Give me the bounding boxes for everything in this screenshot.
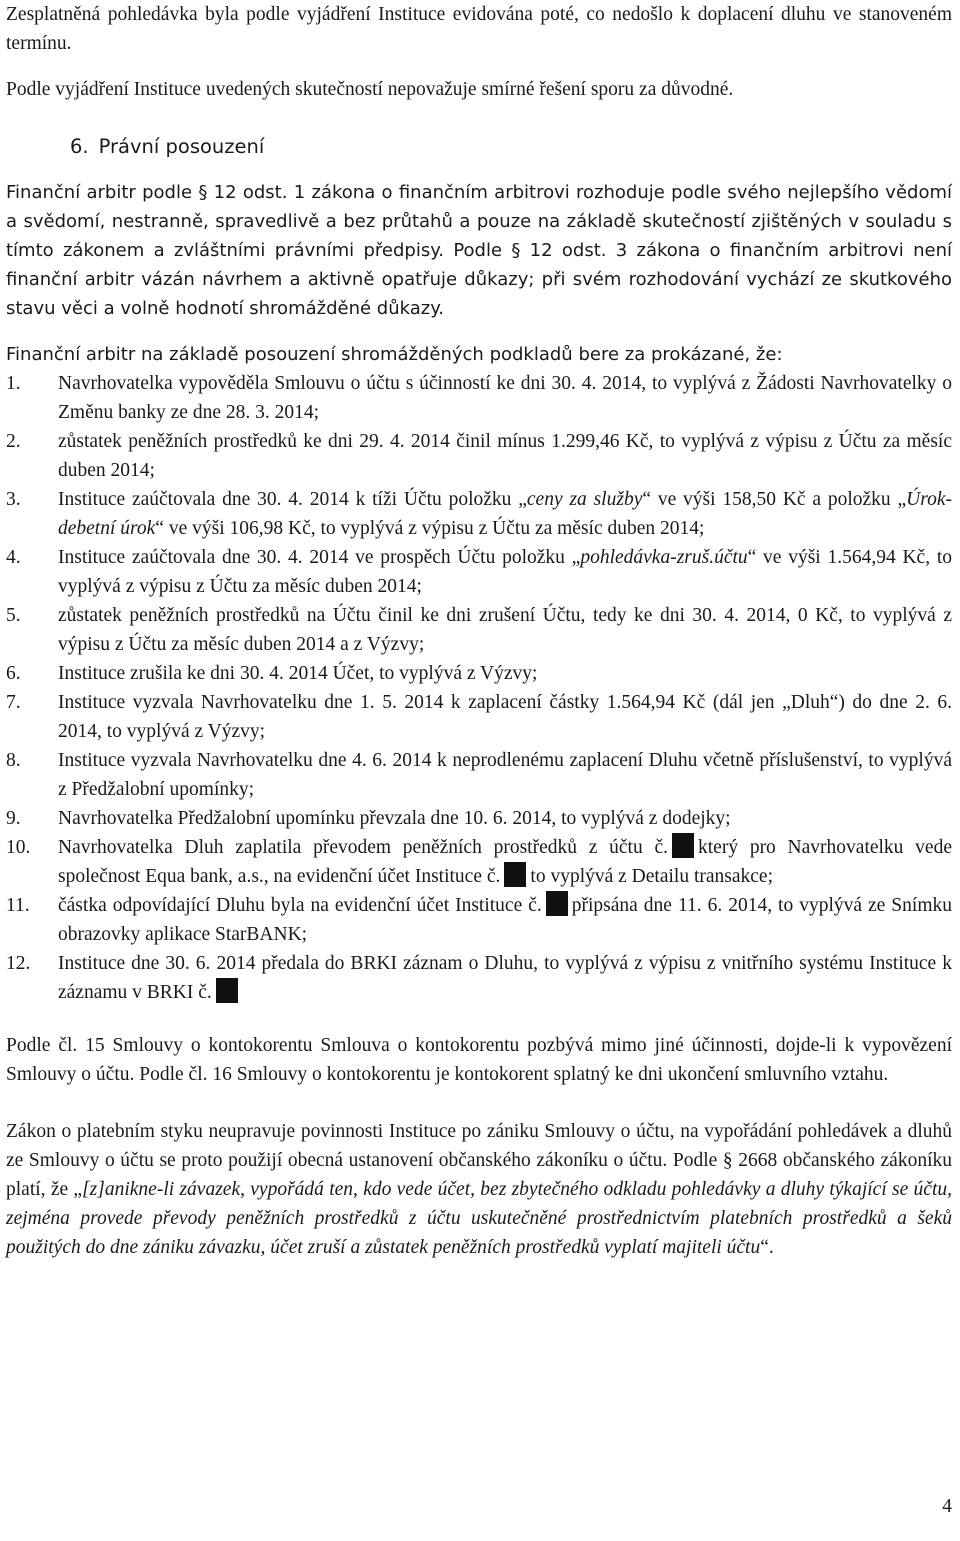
list-item [6,891,952,949]
list-item [6,833,952,891]
list-item-number: 4. [6,547,21,568]
text-segment: Instituce zaúčtovala dne 30. 4. 2014 k tíži Účtu položku „ [58,489,527,510]
list-item-number: 3. [6,489,21,510]
list-item-text [58,543,952,601]
section-title: Právní posouzení [98,135,265,158]
section-number: 6. [70,135,89,158]
list-item-number: 11. [6,895,30,916]
redaction-block [546,891,568,916]
list-item-number: 9. [6,808,21,829]
list-item-number: 7. [6,692,21,713]
list-item-number: 8. [6,750,21,771]
list-item-text: Navrhovatelka vypověděla Smlouvu o účtu s účinností ke dni 30. 4. 2014, to vyplývá z Žádosti Navrhovatelky o Změnu banky ze dne 28. 3. 2014; [58,373,952,423]
list-item-text: zůstatek peněžních prostředků na Účtu činil ke dni zrušení Účtu, tedy ke dni 30. 4. 2014, 0 Kč, to vyplývá z výpisu z Účtu za měsíc duben 2014 a z Výzvy; [58,605,952,655]
list-item-text [58,949,952,1007]
list-item-number: 5. [6,605,21,626]
list-item-text: Navrhovatelka Předžalobní upomínku převzala dne 10. 6. 2014, to vyplývá z dodejky; [58,808,731,829]
text-segment: který pro Navrhovatelku vede společnost Equa bank, a.s., na evidenční účet Instituce č. [58,837,952,887]
list-item-text [58,833,952,891]
text-segment: Zákon o platebním styku neupravuje povinnosti Instituce po zániku Smlouvy o účtu, na vypořádání pohledávek a dluhů ze Smlouvy o účtu se proto použijí obecná ustanovení občanského zákoníku o účtu. Podle § 2668 občanského zákoníku platí, že „ [6,1121,952,1200]
text-segment: Instituce dne 30. 6. 2014 předala do BRKI záznam o Dluhu, to vyplývá z výpisu z vnitřního systému Instituce k záznamu v BRKI č. [58,953,952,1003]
legal-paragraph-1: Finanční arbitr podle § 12 odst. 1 zákona o finančním arbitrovi rozhoduje podle svého nejlepšího vědomí a svědomí, nestranně, spravedlivě a bez průtahů a pouze na základě skutečností zjištěných v souladu s tímto zákonem a zvláštními právními předpisy. Podle § 12 odst. 3 zákona o finančním arbitrovi není finanční arbitr vázán návrhem a aktivně opatřuje důkazy; při svém rozhodování vychází ze skutkového stavu věci a volně hodnotí shromážděné důkazy. [6,182,952,319]
legal-paragraph-2: Finanční arbitr na základě posouzení shromážděných podkladů bere za prokázané, že: [6,344,783,365]
list-item-text: zůstatek peněžních prostředků ke dni 29. 4. 2014 činil mínus 1.299,46 Kč, to vyplývá z výpisu z Účtu za měsíc duben 2014; [58,431,952,481]
redaction-block [672,833,694,858]
redaction-block [216,978,238,1003]
italic-term: ceny za služby [526,489,643,510]
text-segment: částka odpovídající Dluhu byla na evidenční účet Instituce č. [58,895,542,916]
redaction-block [504,862,526,887]
list-item [6,369,952,427]
list-item [6,949,952,1007]
intro-paragraph-1: Zesplatněná pohledávka byla podle vyjádření Instituce evidována poté, co nedošlo k doplacení dluhu ve stanoveném termínu. [6,4,952,54]
list-item [6,688,952,746]
list-item-number: 10. [6,837,31,858]
findings-list [6,369,952,1007]
list-item [6,543,952,601]
list-item [6,804,952,833]
list-item-text [58,891,952,949]
contract-paragraph: Podle čl. 15 Smlouvy o kontokorentu Smlouva o kontokorentu pozbývá mimo jiné účinnosti, dojde-li k vypovězení Smlouvy o účtu. Podle čl. 16 Smlouvy o kontokorentu je kontokorent splatný ke dni ukončení smluvního vztahu. [6,1035,952,1085]
text-segment: “ ve výši 158,50 Kč a položku „ [642,489,907,510]
list-item [6,485,952,543]
text-segment: “ ve výši 1.564,94 Kč, to vyplývá z výpisu z Účtu za měsíc duben 2014; [58,547,952,597]
list-item-text: Instituce vyzvala Navrhovatelku dne 1. 5. 2014 k zaplacení částky 1.564,94 Kč (dál jen „Dluh“) do dne 2. 6. 2014, to vyplývá z Výzvy; [58,692,952,742]
italic-term: pohledávka-zruš.účtu [580,547,748,568]
list-item-text: Instituce zrušila ke dni 30. 4. 2014 Účet, to vyplývá z Výzvy; [58,663,538,684]
text-segment: Navrhovatelka Dluh zaplatila převodem peněžních prostředků z účtu č. [58,837,668,858]
list-item-number: 12. [6,953,31,974]
intro-paragraph-2: Podle vyjádření Instituce uvedených skutečností nepovažuje smírné řešení sporu za důvodné. [6,79,734,100]
list-item-number: 1. [6,373,21,394]
list-item [6,601,952,659]
list-item-number: 6. [6,663,21,684]
page-number: 4 [942,1496,952,1517]
text-segment: “ ve výši 106,98 Kč, to vyplývá z výpisu z Účtu za měsíc duben 2014; [155,518,705,539]
text-segment: připsána dne 11. 6. 2014, to vyplývá ze Snímku obrazovky aplikace StarBANK; [58,895,952,945]
section-heading [6,132,952,161]
text-segment: Instituce zaúčtovala dne 30. 4. 2014 ve prospěch Účtu položku „ [58,547,581,568]
list-item [6,746,952,804]
list-item-text [58,485,952,543]
italic-quote: [z]anikne-li závazek, vypořádá ten, kdo vede účet, bez zbytečného odkladu pohledávky a dluhy týkající se účtu, zejména provede převody peněžních prostředků z účtu uskutečněné prostřednictvím platebních prostředků a šeků použitých do dne zániku závazku, účet zruší a zůstatek peněžních prostředků vyplatí majiteli účtu [6,1179,953,1258]
law-paragraph [6,1117,952,1262]
italic-term: Úrok-debetní úrok [58,489,953,539]
list-item-text: Instituce vyzvala Navrhovatelku dne 4. 6. 2014 k neprodlenému zaplacení Dluhu včetně příslušenství, to vyplývá z Předžalobní upomínky; [58,750,952,800]
list-item-number: 2. [6,431,21,452]
text-segment: to vyplývá z Detailu transakce; [530,866,773,887]
list-item [6,659,952,688]
text-segment: “. [760,1237,774,1258]
list-item [6,427,952,485]
